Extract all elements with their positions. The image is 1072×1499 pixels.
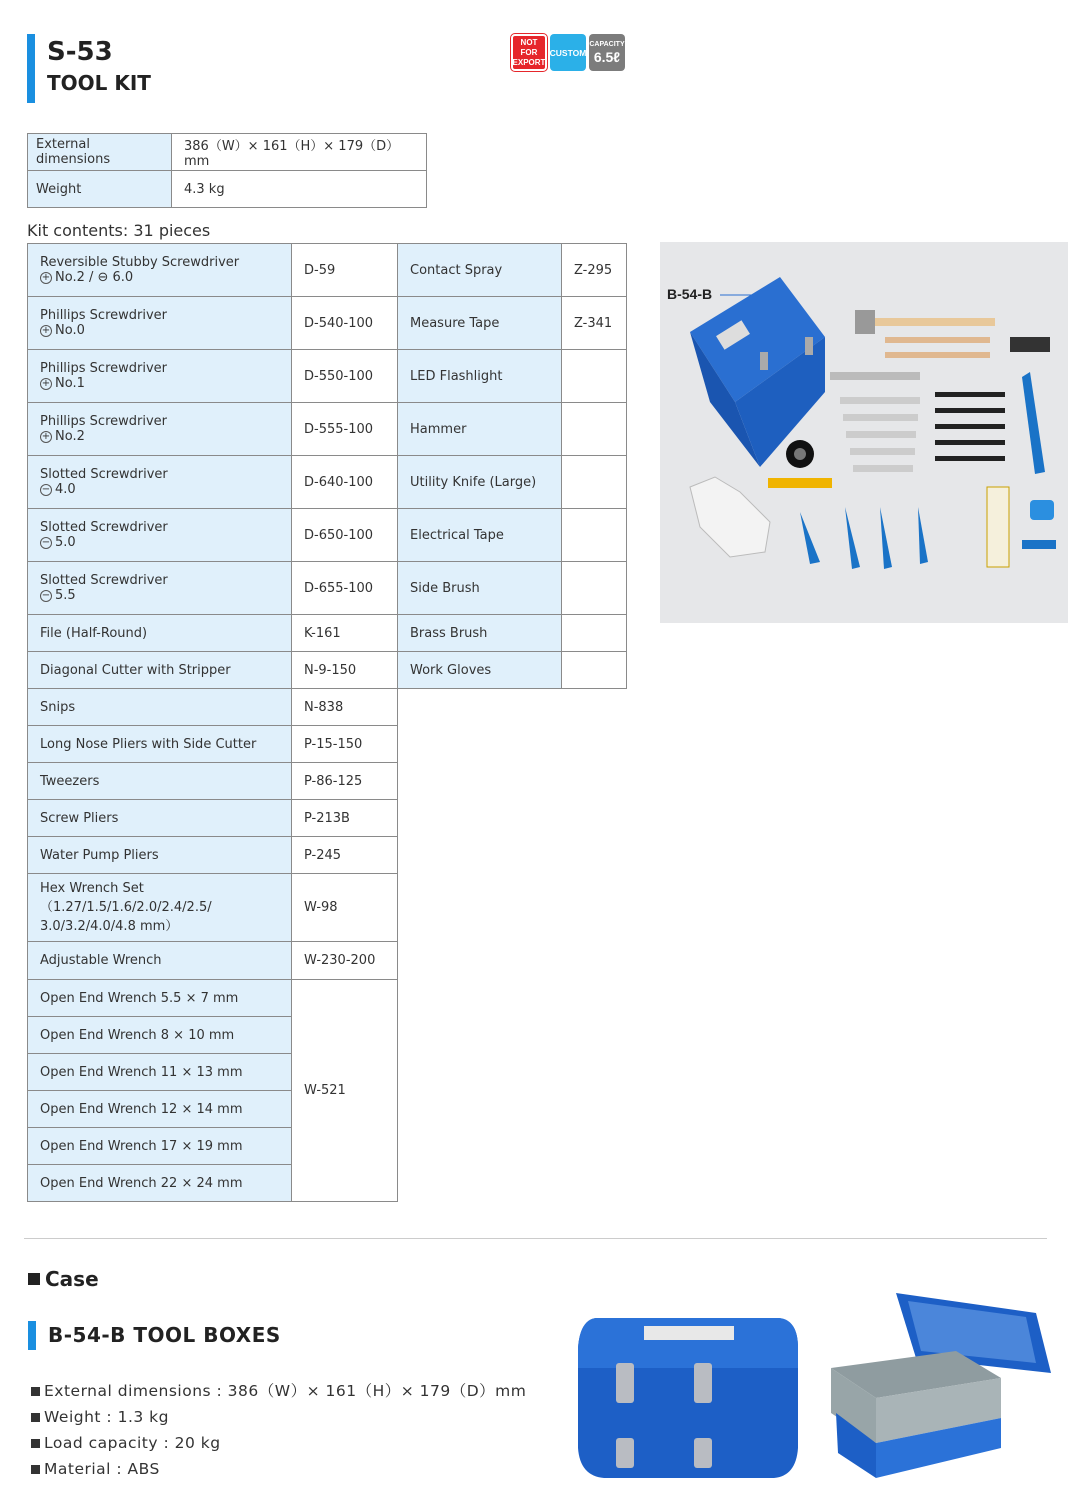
kit-item-name [28,726,292,763]
kit-item-title: Long Nose Pliers with Side Cutter [40,736,257,752]
closed-toolbox-image [574,1298,800,1484]
kit-item-name: Electrical Tape [398,509,562,562]
table-row [28,942,398,980]
box-spec-load: Load capacity : 20 kg [44,1434,221,1452]
kit-item-name [28,1091,292,1128]
table-row [28,244,398,297]
kit-item-title: Open End Wrench 17 × 19 mm [40,1138,243,1154]
kit-item-name [28,652,292,689]
kit-item-title: Open End Wrench 22 × 24 mm [40,1175,243,1191]
kit-item-code: D-555-100 [292,403,398,456]
phillips-icon: + [41,271,51,283]
table-row [28,134,427,171]
slotted-icon: − [41,536,51,548]
kit-item-code: W-98 [292,874,398,942]
table-row [28,980,398,1017]
page-title-block [27,34,151,103]
kit-item-code: D-540-100 [292,297,398,350]
weight-label: Weight [28,171,172,208]
kit-item-code: Z-341 [562,297,627,350]
kit-item-code [562,615,627,652]
kit-item-code: P-15-150 [292,726,398,763]
table-row [28,837,398,874]
kit-item-title: Phillips Screwdriver [40,414,168,429]
list-item [31,1456,526,1482]
kit-item-name [28,763,292,800]
table-row [28,874,398,942]
square-bullet-icon [31,1439,40,1448]
product-photo [660,242,1068,623]
kit-item-name [28,615,292,652]
kit-item-code: P-245 [292,837,398,874]
tool-kit-illustration [660,242,1068,623]
table-row [28,763,398,800]
kit-item-spec: − 5.0 [41,535,76,550]
kit-item-title: Slotted Screwdriver [40,467,168,482]
kit-item-title: Screw Pliers [40,810,119,826]
square-bullet-icon [28,1273,40,1285]
kit-item-code: P-213B [292,800,398,837]
kit-item-title: Diagonal Cutter with Stripper [40,662,231,678]
kit-item-name [28,562,292,615]
kit-item-code: D-655-100 [292,562,398,615]
table-row [398,615,627,652]
square-bullet-icon [31,1413,40,1422]
toolbox-image [690,277,825,467]
table-row [28,615,398,652]
kit-item-name: LED Flashlight [398,350,562,403]
slotted-icon: − [41,483,51,495]
kit-item-code [562,350,627,403]
table-row [28,652,398,689]
kit-item-title: Phillips Screwdriver [40,308,168,323]
kit-item-name: Measure Tape [398,297,562,350]
kit-caption: Kit contents: 31 pieces [27,221,211,240]
kit-item-code: K-161 [292,615,398,652]
table-row [28,726,398,763]
kit-item-name: Contact Spray [398,244,562,297]
kit-item-title: File (Half-Round) [40,625,148,641]
kit-item-title: Hex Wrench Set [40,881,144,896]
kit-item-spec: − 4.0 [41,482,76,497]
table-row [398,562,627,615]
kit-item-code [562,456,627,509]
dimensions-value: 386（W）× 161（H）× 179（D）mm [172,134,427,171]
kit-item-spec: + No.2 [41,429,85,444]
case-heading-text: Case [45,1267,99,1291]
kit-item-name: Hammer [398,403,562,456]
product-subtitle: TOOL KIT [47,71,151,95]
kit-item-name [28,350,292,403]
kit-item-spec: − 5.5 [41,588,76,603]
phillips-icon: + [41,324,51,336]
kit-item-code: D-59 [292,244,398,297]
kit-item-title: Open End Wrench 5.5 × 7 mm [40,990,239,1006]
kit-item-name [28,874,292,942]
kit-item-name [28,1165,292,1202]
box-spec-weight: Weight : 1.3 kg [44,1408,169,1426]
spec-table [27,133,427,208]
capacity-badge [589,34,625,71]
table-row [398,244,627,297]
table-row [398,350,627,403]
table-row [398,403,627,456]
capacity-label: CAPACITY [589,41,625,48]
kit-item-code [562,403,627,456]
box-title: B-54-B TOOL BOXES [28,1321,281,1350]
kit-item-name [28,403,292,456]
dimensions-label: External dimensions [28,134,172,171]
kit-item-spec: 3.0/3.2/4.0/4.8 mm） [40,919,179,934]
kit-item-spec: + No.1 [41,376,85,391]
kit-item-code: D-640-100 [292,456,398,509]
kit-item-spec: + No.0 [41,323,85,338]
table-row [28,562,398,615]
table-row [398,456,627,509]
list-item [31,1404,526,1430]
product-code: S-53 [47,37,113,67]
kit-item-name [28,980,292,1017]
kit-item-title: Phillips Screwdriver [40,361,168,376]
kit-item-title: Slotted Screwdriver [40,573,168,588]
table-row [398,509,627,562]
kit-item-title: Slotted Screwdriver [40,520,168,535]
phillips-icon: + [41,430,51,442]
kit-item-name [28,689,292,726]
slotted-icon: − [41,589,51,601]
kit-item-code: D-650-100 [292,509,398,562]
box-spec-material: Material : ABS [44,1460,160,1478]
kit-item-name [28,456,292,509]
kit-table-right [397,243,627,689]
kit-item-name [28,800,292,837]
box-spec-dimensions: External dimensions : 386（W）× 161（H）× 179（D）mm [44,1382,527,1400]
badges [511,34,625,71]
table-row [398,652,627,689]
table-row [28,456,398,509]
kit-item-title: Water Pump Pliers [40,847,159,863]
table-row [28,509,398,562]
square-bullet-icon [31,1387,40,1396]
capacity-value: 6.5ℓ [593,49,621,65]
table-row [28,403,398,456]
kit-item-code [562,652,627,689]
kit-item-name [28,297,292,350]
kit-item-name [28,1054,292,1091]
weight-value: 4.3 kg [172,171,427,208]
table-row [28,689,398,726]
kit-item-code [562,509,627,562]
table-row [28,350,398,403]
kit-item-code [562,562,627,615]
custom-badge: CUSTOM [550,34,586,71]
kit-item-code: N-9-150 [292,652,398,689]
kit-item-name: Utility Knife (Large) [398,456,562,509]
case-heading [28,1267,99,1291]
square-bullet-icon [31,1465,40,1474]
list-item [31,1430,526,1456]
kit-item-name [28,509,292,562]
box-spec-list [31,1378,526,1482]
kit-item-title: Adjustable Wrench [40,953,162,968]
kit-item-title: Snips [40,699,76,715]
kit-item-name [28,1017,292,1054]
table-row [28,297,398,350]
not-for-export-badge: NOT FOR EXPORT [511,34,547,71]
kit-item-code: D-550-100 [292,350,398,403]
kit-item-code: W-230-200 [292,942,398,980]
table-row [28,800,398,837]
kit-item-spec: + No.2 / ⊖ 6.0 [41,270,134,285]
kit-item-title: Open End Wrench 8 × 10 mm [40,1027,235,1043]
table-row [28,171,427,208]
open-toolbox-image [826,1283,1054,1483]
table-row [398,297,627,350]
kit-item-title: Tweezers [40,773,100,789]
kit-item-spec: （1.27/1.5/1.6/2.0/2.4/2.5/ [40,900,212,915]
kit-item-title: Open End Wrench 11 × 13 mm [40,1064,243,1080]
kit-item-name [28,837,292,874]
kit-item-title: Open End Wrench 12 × 14 mm [40,1101,243,1117]
kit-item-name: Brass Brush [398,615,562,652]
kit-item-name [28,244,292,297]
kit-item-name [28,1128,292,1165]
kit-item-code: P-86-125 [292,763,398,800]
kit-item-code: Z-295 [562,244,627,297]
photo-callout-label: B-54-B [667,286,713,302]
kit-item-code: W-521 [292,980,398,1202]
phillips-icon: + [41,377,51,389]
kit-table-left [27,243,398,1202]
kit-item-name: Work Gloves [398,652,562,689]
kit-item-name: Side Brush [398,562,562,615]
section-divider [24,1238,1047,1239]
kit-item-title: Reversible Stubby Screwdriver [40,255,240,270]
list-item [31,1378,526,1404]
kit-item-name [28,942,292,980]
kit-item-code: N-838 [292,689,398,726]
